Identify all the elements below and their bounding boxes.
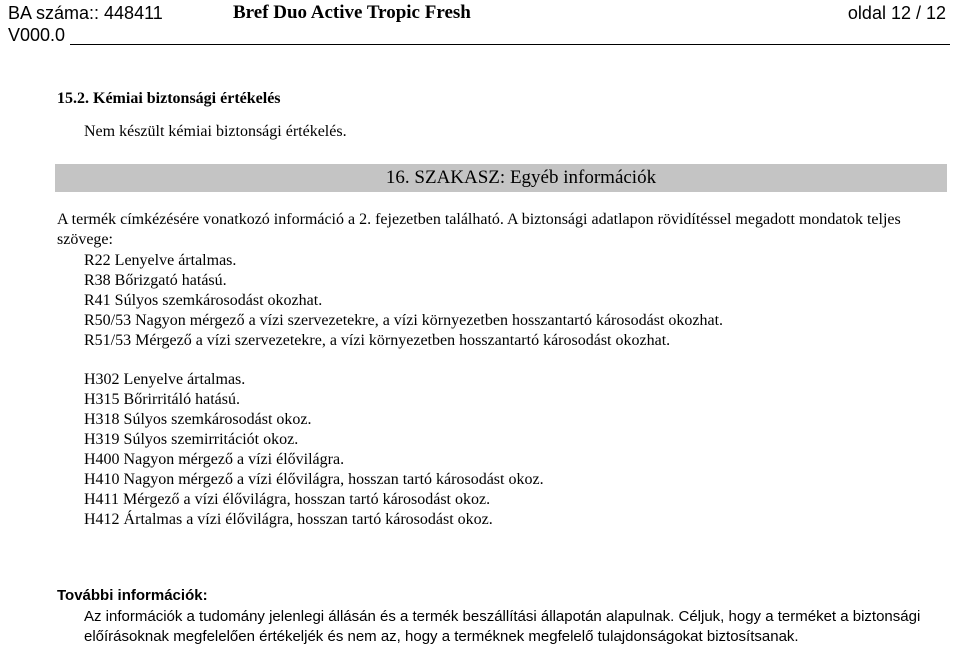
section-15-2-text: Nem készült kémiai biztonsági értékelés. xyxy=(84,123,347,140)
document-number: BA száma:: 448411 xyxy=(8,3,163,23)
r-phrase-list xyxy=(84,251,723,351)
section-16-intro: A termék címkézésére vonatkozó információ a 2. fejezetben található. A biztonsági adatlapon rövidítéssel megadott mondatok teljes szövege: xyxy=(57,211,901,248)
document-version: V000.0 xyxy=(8,25,66,45)
h-phrase-list xyxy=(84,370,544,530)
page-number: oldal 12 / 12 xyxy=(847,3,946,23)
section-15-2-title: 15.2. Kémiai biztonsági értékelés xyxy=(57,90,281,107)
section-16-title: 16. SZAKASZ: Egyéb információk xyxy=(385,167,657,188)
h-phrase-item: H319 Súlyos szemirritációt okoz. xyxy=(84,431,299,448)
header-divider xyxy=(70,44,950,45)
h-phrase-item: H302 Lenyelve ártalmas. xyxy=(84,371,246,388)
r-phrase-item: R51/53 Mérgező a vízi szervezetekre, a vízi környezetben hosszantartó károsodást okozhat. xyxy=(84,332,671,349)
h-phrase-item: H318 Súlyos szemkárosodást okoz. xyxy=(84,411,312,428)
further-info-title: További információk: xyxy=(57,587,208,604)
document-id xyxy=(8,2,163,46)
r-phrase-item: R41 Súlyos szemkárosodást okozhat. xyxy=(84,292,323,309)
further-info-text: Az információk a tudomány jelenlegi állásán és a termék beszállítási állapotán alapulnak. Céljuk, hogy a terméket a biztonsági előírásoknak megfelelően értékeljék és nem az, hogy a terméknek megfelelő tulajdonságokat biztosítsanak. xyxy=(84,608,921,645)
r-phrase-item: R50/53 Nagyon mérgező a vízi szervezetekre, a vízi környezetben hosszantartó károsodást okozhat. xyxy=(84,312,724,329)
r-phrase-item: R38 Bőrizgató hatású. xyxy=(84,272,227,289)
h-phrase-item: H315 Bőrirritáló hatású. xyxy=(84,391,240,408)
r-phrase-item: R22 Lenyelve ártalmas. xyxy=(84,252,237,269)
h-phrase-item: H411 Mérgező a vízi élővilágra, hosszan tartó károsodást okoz. xyxy=(84,491,491,508)
h-phrase-item: H410 Nagyon mérgező a vízi élővilágra, hosszan tartó károsodást okoz. xyxy=(84,471,544,488)
h-phrase-item: H412 Ártalmas a vízi élővilágra, hosszan tartó károsodást okoz. xyxy=(84,511,493,528)
product-name: Bref Duo Active Tropic Fresh xyxy=(233,2,471,23)
h-phrase-item: H400 Nagyon mérgező a vízi élővilágra. xyxy=(84,451,345,468)
section-16-header-bar xyxy=(55,164,947,192)
